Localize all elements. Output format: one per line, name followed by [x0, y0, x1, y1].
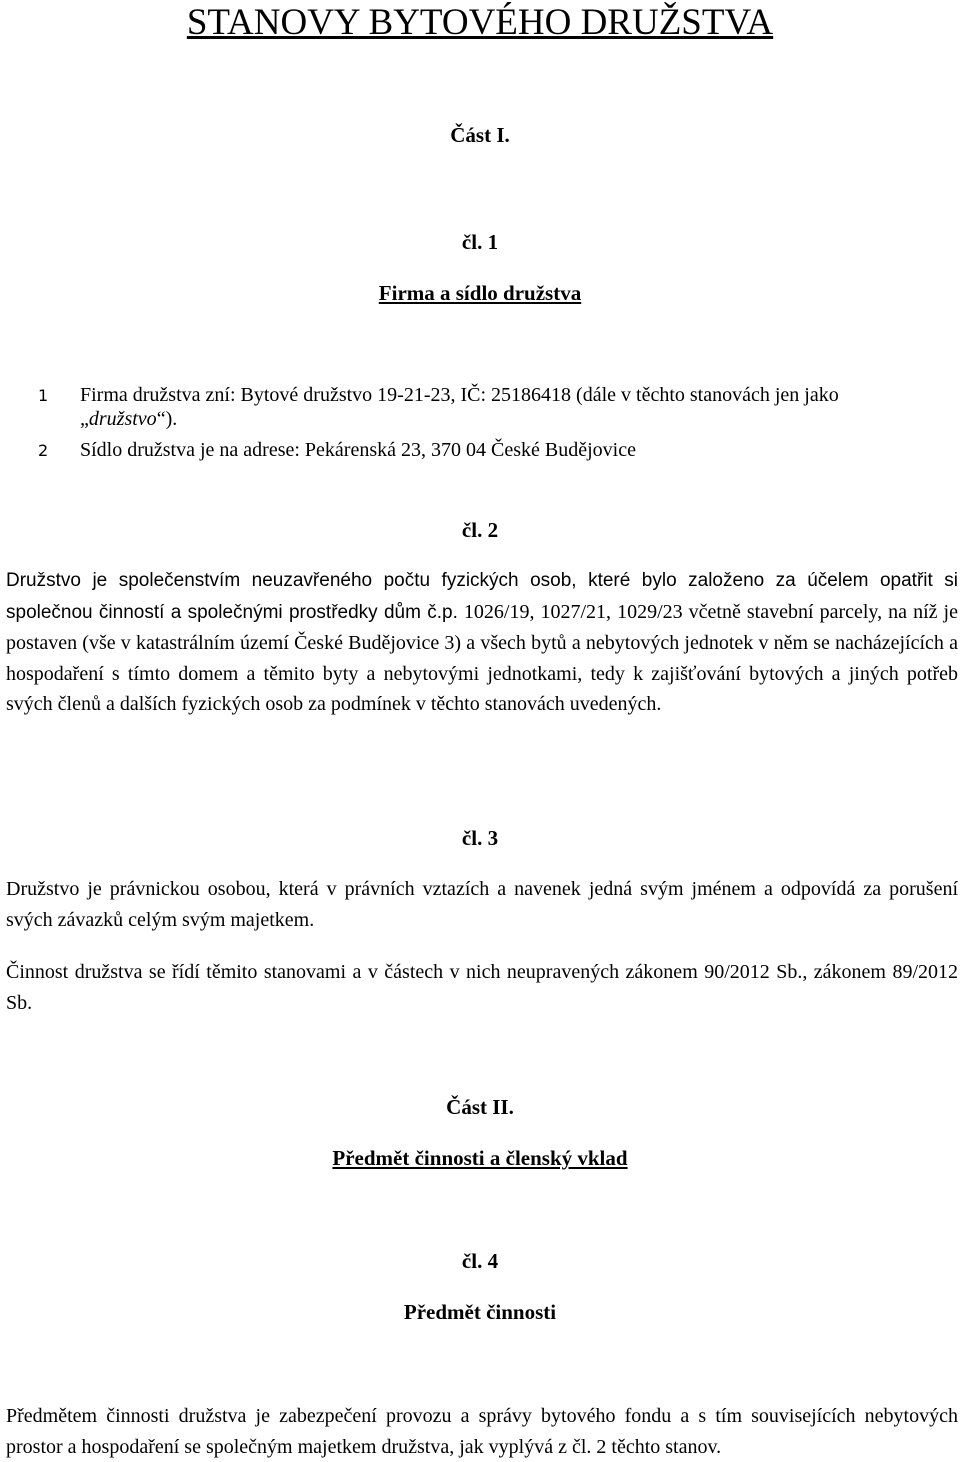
article-3-paragraph-1: Družstvo je právnickou osobou, která v právních vztazích a navenek jedná svým jménem a odpovídá za porušení svých závazků celým svým majetkem.	[6, 878, 958, 931]
article-4-title: Předmět činnosti	[403, 1300, 557, 1324]
article-2-text-sans: Družstvo je společenstvím neuzavřeného počtu fyzických osob, které bylo založeno za účelem opatřit si společnou činností a společnými prostředky dům č.p.	[6, 570, 958, 623]
article-2-number: čl. 2	[461, 518, 499, 542]
document-title: STANOVY BYTOVÉHO DRUŽSTVA	[186, 2, 774, 43]
article-4-number: čl. 4	[461, 1249, 499, 1273]
list-item-text	[6, 382, 958, 409]
list-item-text-line-1: Firma družstva zní: Bytové družstvo 19-21-23, IČ: 25186418 (dále v těchto stanovách jen jako	[80, 384, 839, 406]
list-item	[6, 382, 958, 409]
list-item-number: 1	[38, 386, 49, 405]
part-1-heading: Část I.	[450, 123, 510, 147]
list-item-text: Sídlo družstva je na adrese: Pekárenská 23, 370 04 České Budějovice	[80, 439, 636, 461]
part-2-heading: Část II.	[446, 1095, 514, 1119]
part-2-title: Předmět činnosti a členský vklad	[332, 1146, 628, 1170]
list-item-continuation	[6, 406, 958, 433]
article-2-paragraph	[6, 565, 958, 720]
quote-close: “).	[156, 408, 178, 430]
quote-open: „	[80, 408, 89, 430]
article-1-number: čl. 1	[461, 230, 499, 254]
list-item	[6, 437, 958, 464]
article-2-text-serif: 1026/19, 1027/21, 1029/23 včetně stavební parcely, na níž je postaven (vše v katastrálním území České Budějovice 3) a všech bytů a nebytových jednotek v něm se nacházejících a hospodaření s tímto domem a těmito byty a nebytovými jednotkami, tedy k zajišťování bytových a jiných potřeb svých členů a dalších fyzických osob za podmínek v těchto stanovách uvedených.	[6, 600, 958, 715]
list-item-number: 2	[38, 441, 49, 460]
article-3-paragraph-2: Činnost družstva se řídí těmito stanovami a v částech v nich neupravených zákonem 90/2012 Sb., zákonem 89/2012 Sb.	[6, 961, 958, 1014]
article-3-number: čl. 3	[461, 826, 499, 850]
defined-term: družstvo	[88, 408, 157, 430]
list-item-text-line-2	[6, 406, 958, 433]
article-4-paragraph: Předmětem činnosti družstva je zabezpečení provozu a správy bytového fondu a s tím souvisejících nebytových prostor a hospodaření se společným majetkem družstva, jak vyplývá z čl. 2 těchto stanov.	[6, 1405, 958, 1458]
article-1-title: Firma a sídlo družstva	[378, 281, 582, 305]
